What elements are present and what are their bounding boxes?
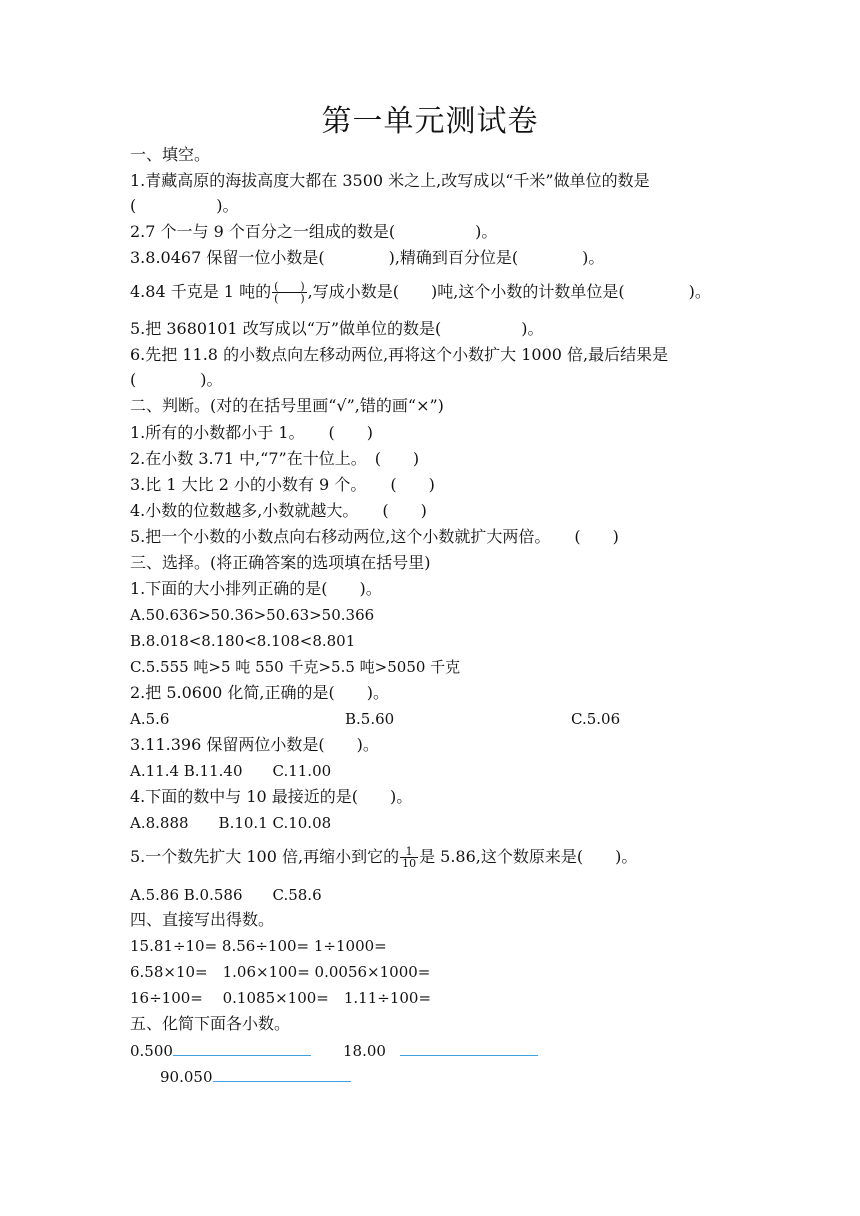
fill-q5: 5.把 3680101 改写成以“万”做单位的数是( )。: [130, 319, 544, 338]
page-title: 第一单元测试卷: [321, 104, 539, 139]
choice-q3: 3.11.396 保留两位小数是( )。: [130, 735, 379, 754]
section-3-heading: 三、选择。(将正确答案的选项填在括号里): [130, 553, 431, 572]
answer-line[interactable]: [213, 1067, 351, 1082]
section-4-heading: 四、直接写出得数。: [130, 910, 275, 929]
answer-line[interactable]: [400, 1041, 538, 1056]
simplify-number: 18.00: [343, 1042, 386, 1060]
simplify-number: 90.050: [160, 1068, 213, 1086]
answer-line[interactable]: [173, 1041, 311, 1056]
fill-q4: [130, 280, 711, 304]
choice-q2: 2.把 5.0600 化简,正确的是( )。: [130, 683, 389, 702]
choice-q2-option-c: C.5.06: [571, 710, 621, 728]
simplify-item-2: [343, 1039, 538, 1063]
choice-q2-option-a: A.5.6: [130, 710, 170, 728]
choice-q1: 1.下面的大小排列正确的是( )。: [130, 579, 382, 598]
choice-q5-suffix: 是 5.86,这个数原来是( )。: [419, 847, 638, 866]
judge-q5: 5.把一个小数的小数点向右移动两位,这个小数就扩大两倍。 ( ): [130, 527, 619, 546]
choice-q1-option-b: B.8.018<8.180<8.108<8.801: [130, 632, 356, 650]
section-2-heading: 二、判断。(对的在括号里画“√”,错的画“×”): [130, 396, 444, 415]
calc-row-1: 15.81÷10= 8.56÷100= 1÷1000=: [130, 937, 387, 955]
fill-q3: 3.8.0467 保留一位小数是( ),精确到百分位是( )。: [130, 248, 605, 267]
fill-q1-line1: 1.青藏高原的海拔高度大都在 3500 米之上,改写成以“千米”做单位的数是: [130, 171, 650, 190]
choice-q4: 4.下面的数中与 10 最接近的是( )。: [130, 787, 413, 806]
simplify-item-3: [160, 1065, 351, 1089]
fill-q4-suffix: ,写成小数是( )吨,这个小数的计数单位是( )。: [307, 282, 711, 301]
fraction-blank: [272, 281, 307, 304]
fraction-one-tenth: [400, 846, 418, 869]
judge-q4: 4.小数的位数越多,小数就越大。 ( ): [130, 501, 427, 520]
section-1-heading: 一、填空。: [130, 145, 211, 164]
choice-q3-options: A.11.4 B.11.40 C.11.00: [130, 762, 332, 780]
judge-q1: 1.所有的小数都小于 1。 ( ): [130, 423, 374, 442]
calc-row-2: 6.58×10= 1.06×100= 0.0056×1000=: [130, 963, 431, 981]
fraction-denominator: ( ): [274, 292, 305, 305]
choice-q1-option-c: C.5.555 吨>5 吨 550 千克>5.5 吨>5050 千克: [130, 658, 461, 676]
simplify-item-1: [130, 1039, 311, 1063]
choice-q1-option-a: A.50.636>50.36>50.63>50.366: [130, 606, 375, 624]
choice-q4-options: A.8.888 B.10.1 C.10.08: [130, 814, 332, 832]
judge-q3: 3.比 1 大比 2 小的小数有 9 个。 ( ): [130, 475, 435, 494]
simplify-number: 0.500: [130, 1042, 173, 1060]
calc-row-3: 16÷100= 0.1085×100= 1.11÷100=: [130, 989, 432, 1007]
section-5-heading: 五、化简下面各小数。: [130, 1014, 291, 1033]
choice-q5: [130, 845, 637, 869]
judge-q2: 2.在小数 3.71 中,“7”在十位上。 ( ): [130, 449, 420, 468]
fraction-numerator: ( ): [274, 280, 305, 293]
fraction-numerator: 1: [400, 846, 418, 858]
fill-q4-prefix: 4.84 千克是 1 吨的: [130, 282, 272, 301]
fill-q6-line1: 6.先把 11.8 的小数点向左移动两位,再将这个小数扩大 1000 倍,最后结果是: [130, 345, 669, 364]
fill-q2: 2.7 个一与 9 个百分之一组成的数是( )。: [130, 222, 498, 241]
fraction-denominator: 10: [402, 857, 417, 870]
choice-q5-prefix: 5.一个数先扩大 100 倍,再缩小到它的: [130, 847, 400, 866]
choice-q5-options: A.5.86 B.0.586 C.58.6: [130, 886, 322, 904]
fill-q6-line2: ( )。: [130, 370, 223, 389]
choice-q2-option-b: B.5.60: [345, 710, 395, 728]
fill-q1-line2: ( )。: [130, 196, 239, 215]
